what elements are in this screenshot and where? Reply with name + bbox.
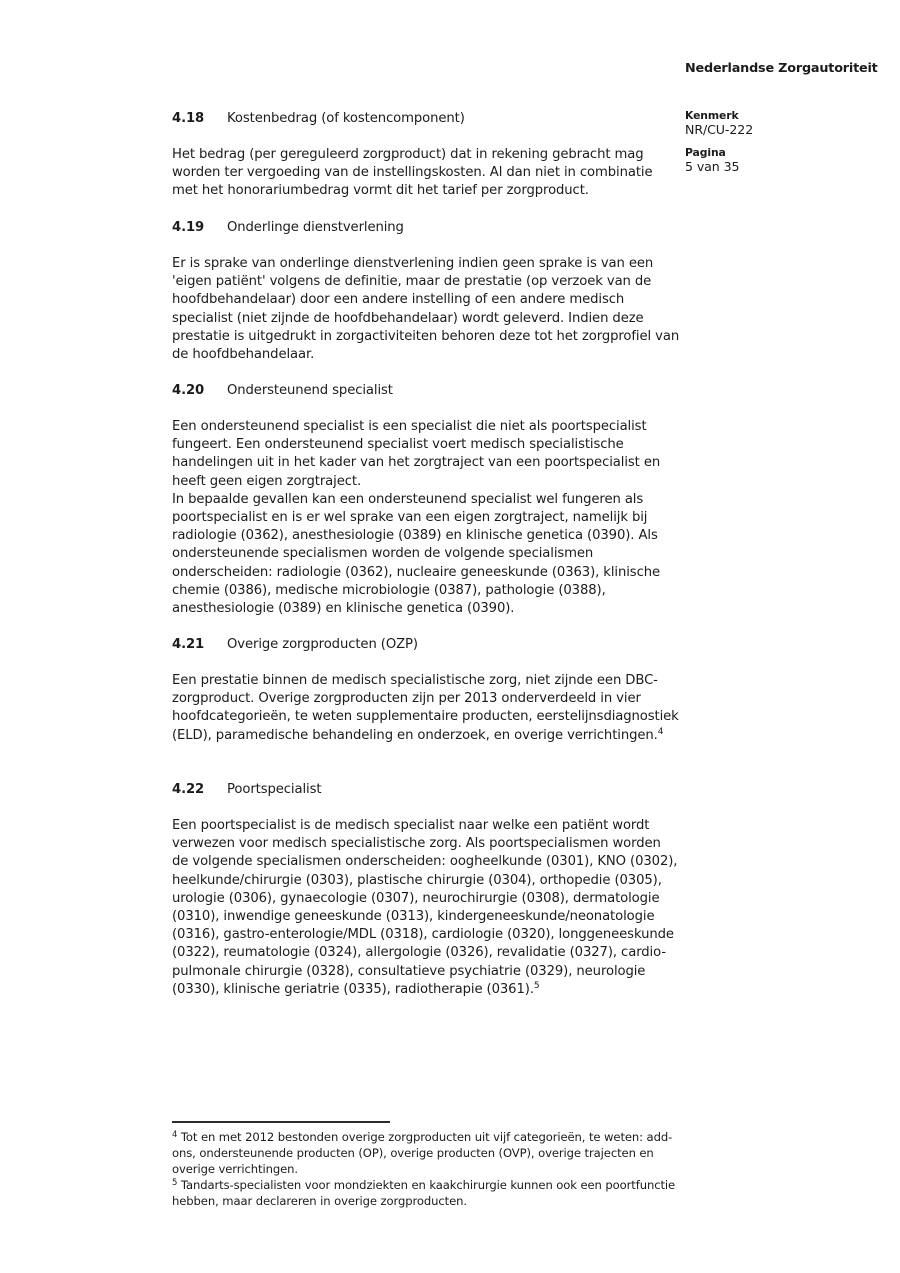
section-number: 4.19 bbox=[172, 220, 205, 235]
section-number: 4.18 bbox=[172, 111, 205, 126]
section-title: Poortspecialist bbox=[227, 782, 322, 797]
kenmerk-block bbox=[685, 109, 753, 137]
section-heading bbox=[172, 219, 680, 237]
footnote-item bbox=[172, 1130, 690, 1178]
footnote-marker: 4 bbox=[172, 1130, 178, 1140]
paragraph-text: Er is sprake van onderlinge dienstverlening indien geen sprake is van een 'eigen patiënt' volgens de definitie, maar de prestatie (op verzoek van de hoofdbehandelaar) door een andere instelling of een andere medisch specialist (niet zijnde de hoofdbehandelaar) wordt geleverd. Indien deze prestatie is uitgedrukt in zorgactiviteiten behoren deze tot het zorgprofiel van de hoofdbehandelaar. bbox=[172, 256, 680, 363]
pagina-value: 5 van 35 bbox=[685, 158, 740, 174]
section-number: 4.20 bbox=[172, 383, 205, 398]
section-paragraph bbox=[172, 146, 680, 201]
paragraph-text: Een prestatie binnen de medisch specialistische zorg, niet zijnde een DBC-zorgproduct. Overige zorgproducten zijn per 2013 onderverdeeld in vier hoofdcategorieën, te weten supplementaire producten, eerstelijnsdiagnostiek (ELD), paramedische behandeling en onderzoek, en overige verrichtingen. bbox=[172, 673, 679, 743]
kenmerk-value: NR/CU-222 bbox=[685, 121, 754, 137]
section-heading bbox=[172, 781, 680, 799]
footnote-marker: 5 bbox=[172, 1177, 178, 1188]
paragraph-text: Het bedrag (per gereguleerd zorgproduct) dat in rekening gebracht mag worden ter vergoeding van de instellingskosten. Al dan niet in combinatie met het honorariumbedrag vormt dit het tarief per zorgproduct. bbox=[172, 147, 653, 199]
section-paragraph bbox=[172, 817, 680, 999]
pagina-block bbox=[685, 146, 739, 174]
footnote-separator bbox=[172, 1121, 390, 1123]
kenmerk-label: Kenmerk bbox=[685, 109, 739, 122]
section-title: Ondersteunend specialist bbox=[227, 383, 393, 398]
section-4-22 bbox=[172, 781, 680, 999]
section-paragraph bbox=[172, 418, 680, 491]
section-title: Onderlinge dienstverlening bbox=[227, 220, 404, 235]
paragraph-text: In bepaalde gevallen kan een ondersteunend specialist wel fungeren als poortspecialist en is er wel sprake van een eigen zorgtraject, namelijk bij radiologie (0362), anesthesiologie (0389) en klinische genetica (0390). Als ondersteunende specialismen worden de volgende specialismen onderscheiden: radiologie (0362), nucleaire geneeskunde (0363), klinische chemie (0386), medische microbiologie (0387), pathologie (0388), anesthesiologie (0389) en klinische genetica (0390). bbox=[172, 491, 660, 617]
org-name: Nederlandse Zorgautoriteit bbox=[685, 61, 878, 76]
section-4-21 bbox=[172, 636, 680, 745]
section-heading bbox=[172, 636, 680, 654]
section-number: 4.22 bbox=[172, 782, 205, 797]
footnotes-block bbox=[172, 1130, 690, 1210]
section-paragraph bbox=[172, 672, 680, 745]
footnote-text: Tot en met 2012 bestonden overige zorgproducten uit vijf categorieën, te weten: add-ons, ondersteunende producten (OP), overige producten (OVP), overige trajecten en overige verrichtingen. bbox=[172, 1130, 673, 1176]
footnote-reference: 4 bbox=[657, 726, 664, 737]
section-4-18 bbox=[172, 110, 680, 201]
section-number: 4.21 bbox=[172, 637, 205, 652]
pagina-label: Pagina bbox=[685, 146, 726, 159]
footnote-text: Tandarts-specialisten voor mondziekten en kaakchirurgie kunnen ook een poortfunctie hebben, maar declareren in overige zorgproducten. bbox=[172, 1177, 676, 1208]
section-paragraph bbox=[172, 491, 680, 618]
paragraph-text: Een poortspecialist is de medisch specialist naar welke een patiënt wordt verwezen voor medisch specialistische zorg. Als poortspecialismen worden de volgende specialismen onderscheiden: oogheelkunde (0301), KNO (0302), heelkunde/chirurgie (0303), plastische chirurgie (0304), orthopedie (0305), urologie (0306), gynaecologie (0307), neurochirurgie (0308), dermatologie (0310), inwendige geneeskunde (0313), kindergeneeskunde/neonatologie (0316), gastro-enterologie/MDL (0318), cardiologie (0320), longgeneeskunde (0322), reumatologie (0324), allergologie (0326), revalidatie (0327), cardio-pulmonale chirurgie (0328), consultatieve psychiatrie (0329), neurologie (0330), klinische geriatrie (0335), radiotherapie (0361). bbox=[172, 818, 678, 997]
section-4-20 bbox=[172, 382, 680, 618]
section-heading bbox=[172, 382, 680, 400]
section-title: Kostenbedrag (of kostencomponent) bbox=[227, 111, 465, 126]
section-paragraph bbox=[172, 255, 680, 364]
section-heading bbox=[172, 110, 680, 128]
footnote-item bbox=[172, 1178, 690, 1210]
footnote-reference: 5 bbox=[533, 980, 540, 991]
paragraph-text: Een ondersteunend specialist is een specialist die niet als poortspecialist fungeert. Een ondersteunend specialist voert medisch specialistische handelingen uit in het kader van het zorgtraject van een poortspecialist en heeft geen eigen zorgtraject. bbox=[172, 419, 661, 489]
section-4-19 bbox=[172, 219, 680, 364]
section-title: Overige zorgproducten (OZP) bbox=[227, 637, 418, 652]
